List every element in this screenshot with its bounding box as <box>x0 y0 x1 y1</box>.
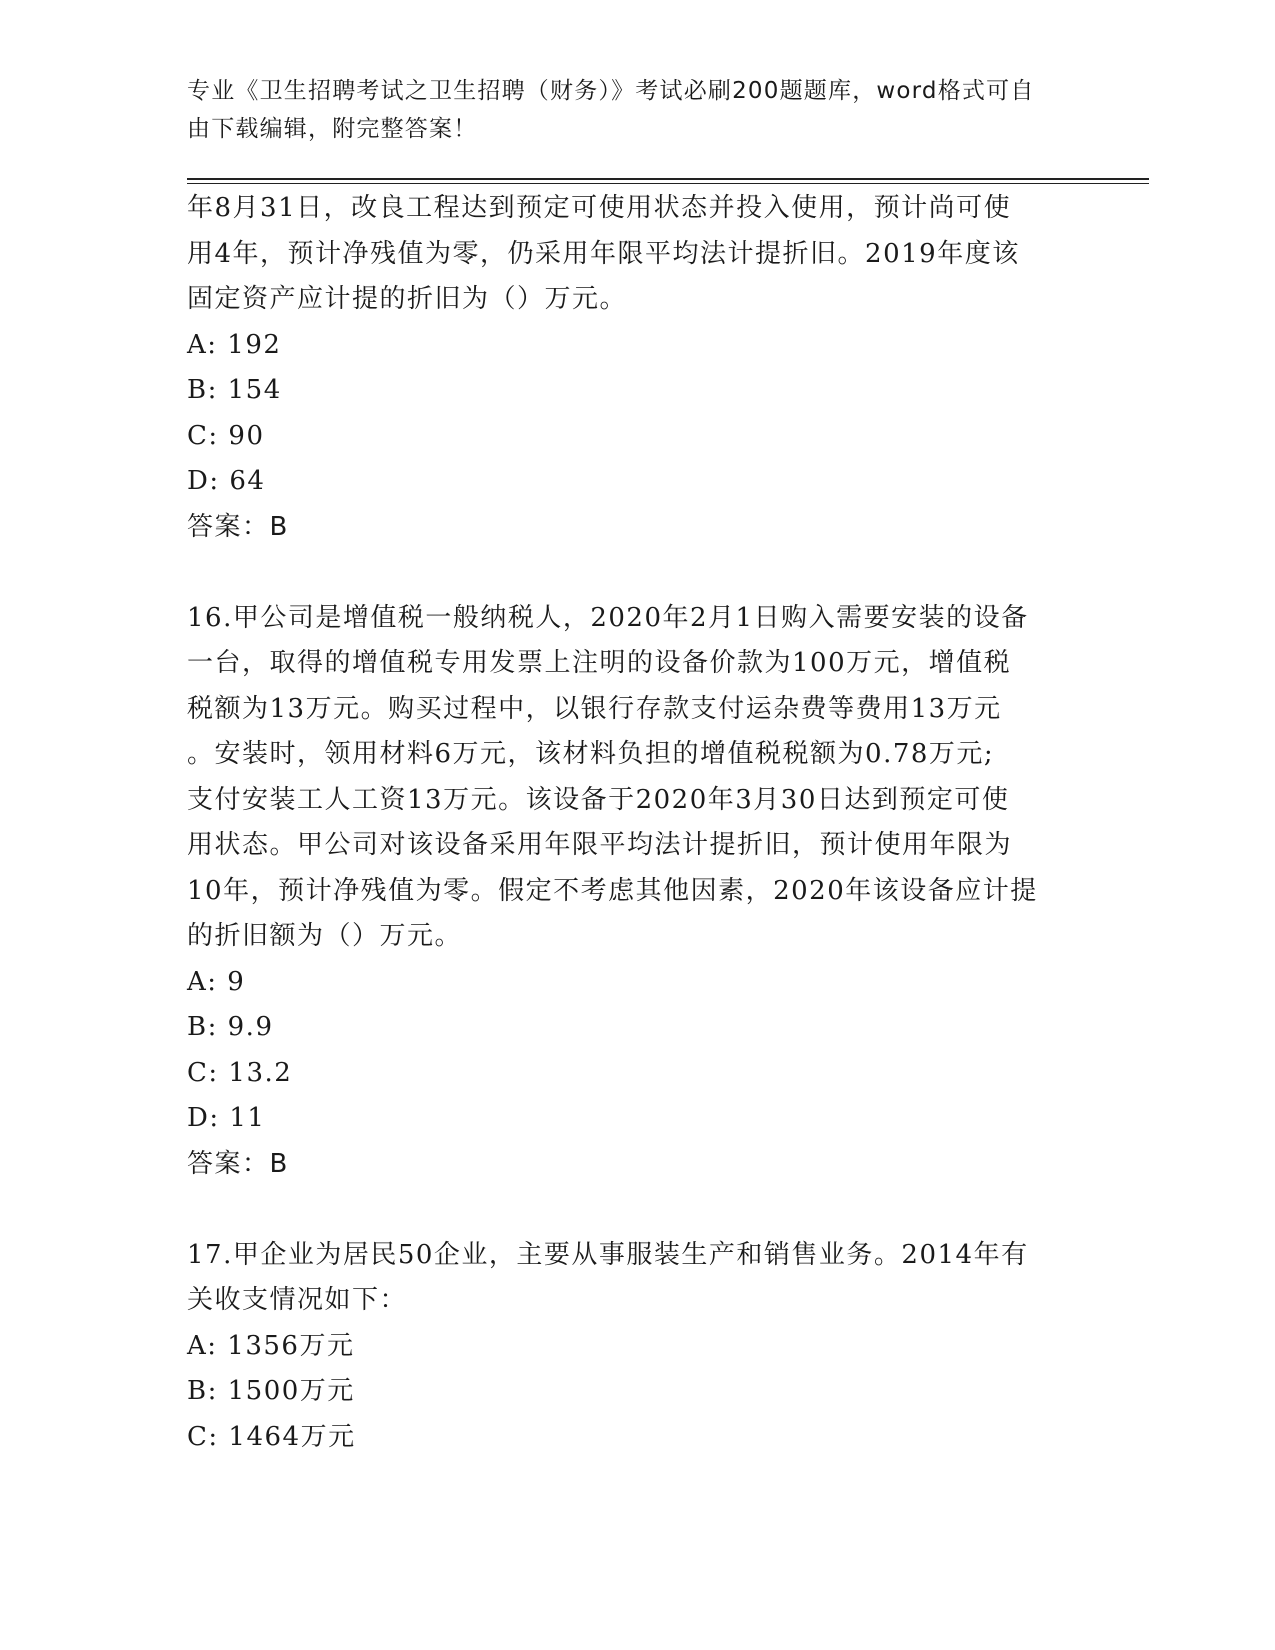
option-c: C: 1464万元 <box>187 1421 356 1452</box>
document-body <box>187 186 1087 1460</box>
header-divider <box>187 178 1149 180</box>
question-text-line: 一台，取得的增值税专用发票上注明的设备价款为100万元，增值税 <box>187 648 1012 678</box>
question-text-line: 年8月31日，改良工程达到预定可使用状态并投入使用，预计尚可使 <box>187 193 1012 223</box>
option-c: C: 90 <box>187 420 265 451</box>
option-a: A: 9 <box>187 966 246 997</box>
question-text-line: 的折旧额为（）万元。 <box>187 921 463 951</box>
option-b: B: 9.9 <box>187 1012 274 1042</box>
option-a: A: 192 <box>187 329 282 360</box>
question-text-line: 固定资产应计提的折旧为（）万元。 <box>187 284 628 314</box>
header-line: 由下载编辑，附完整答案！ <box>187 116 478 142</box>
question-text-line: 。安装时，领用材料6万元，该材料负担的增值税税额为0.78万元; <box>187 739 995 769</box>
option-b: B: 1500万元 <box>187 1376 355 1406</box>
spacer <box>187 1187 1087 1233</box>
question-block <box>187 186 1087 550</box>
question-block <box>187 1233 1087 1461</box>
question-text-line: 用状态。甲公司对该设备采用年限平均法计提折旧，预计使用年限为 <box>187 830 1013 860</box>
question-text-line: 用4年，预计净残值为零，仍采用年限平均法计提折旧。2019年度该 <box>187 238 1020 269</box>
option-d: D: 11 <box>187 1103 266 1133</box>
answer-line: 答案：B <box>187 1148 289 1179</box>
question-text-line: 10年，预计净残值为零。假定不考虑其他因素，2020年该设备应计提 <box>187 875 1038 906</box>
question-text-line: 支付安装工人工资13万元。该设备于2020年3月30日达到预定可使 <box>187 784 1010 815</box>
header-line: 专业《卫生招聘考试之卫生招聘（财务）》考试必刷200题题库，word格式可自 <box>187 78 1035 104</box>
option-d: D: 64 <box>187 466 266 496</box>
question-block <box>187 596 1087 1188</box>
option-c: C: 13.2 <box>187 1057 293 1088</box>
option-a: A: 1356万元 <box>187 1330 355 1361</box>
question-text-line: 16.甲公司是增值税一般纳税人，2020年2月1日购入需要安装的设备 <box>187 602 1029 633</box>
document-header <box>187 72 1067 148</box>
question-text-line: 17.甲企业为居民50企业，主要从事服装生产和销售业务。2014年有 <box>187 1239 1029 1270</box>
spacer <box>187 550 1087 596</box>
answer-line: 答案：B <box>187 511 289 542</box>
question-text-line: 关收支情况如下： <box>187 1285 408 1315</box>
question-text-line: 税额为13万元。购买过程中，以银行存款支付运杂费等费用13万元 <box>187 693 1002 724</box>
option-b: B: 154 <box>187 375 282 405</box>
header-divider-thin <box>187 183 1149 184</box>
